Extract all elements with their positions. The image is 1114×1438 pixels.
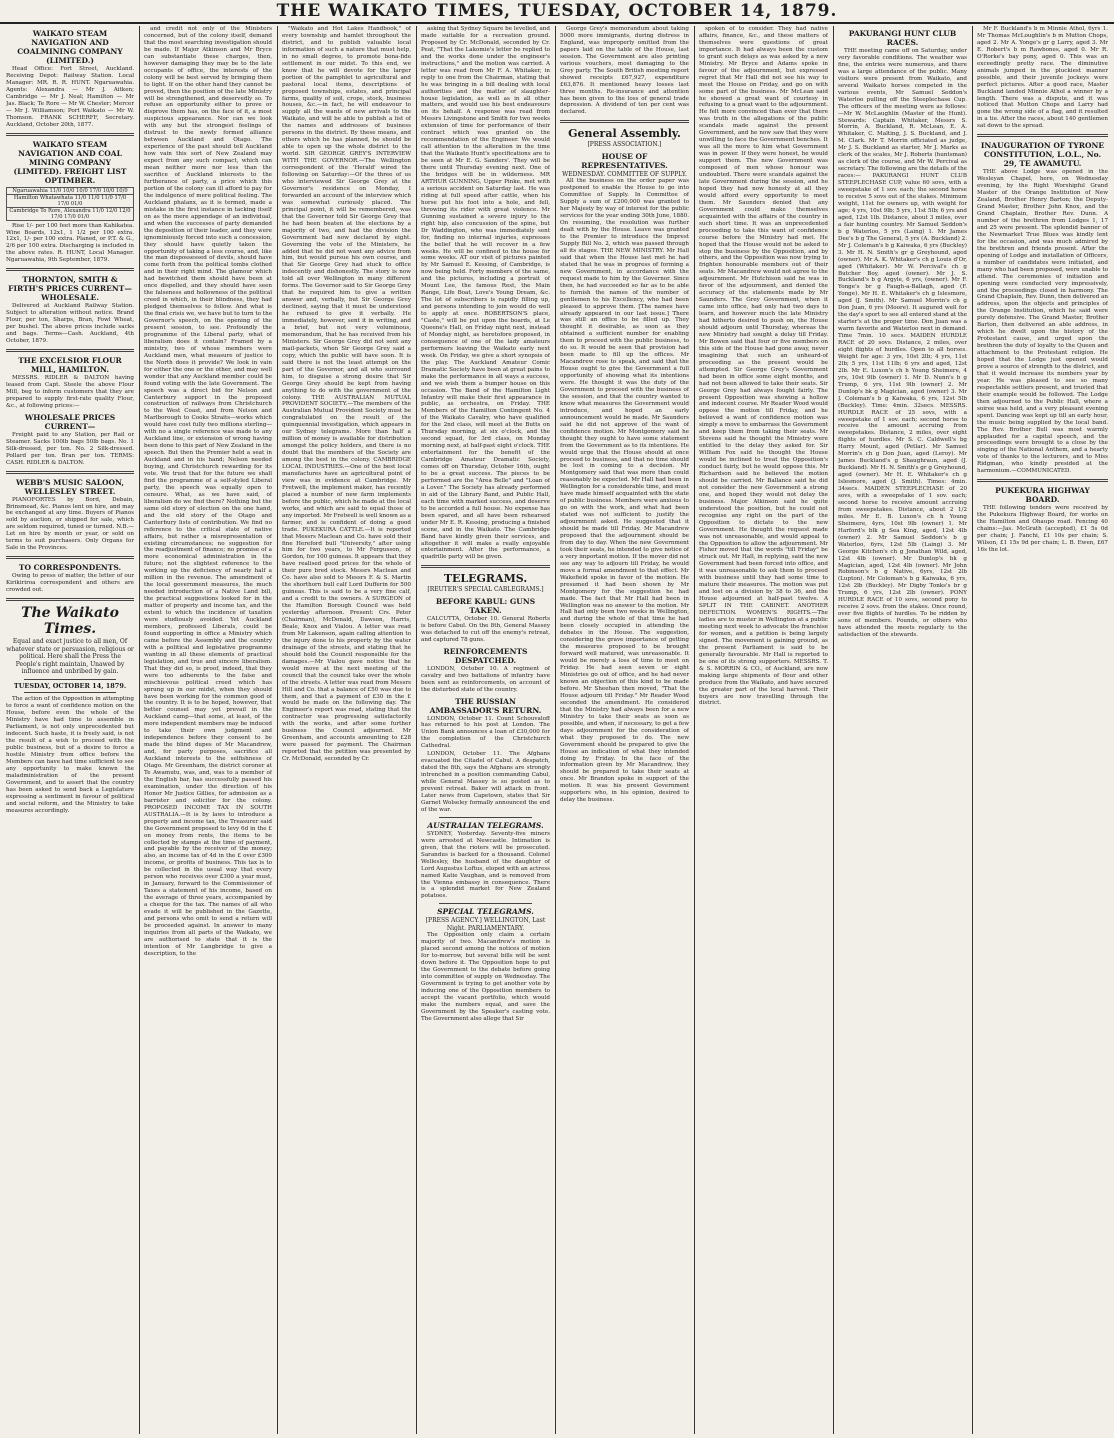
newspaper-columns	[6, 26, 1108, 1434]
australian-telegrams-title: AUSTRALIAN TELEGRAMS.	[427, 820, 544, 830]
freight-table	[6, 187, 134, 221]
pukekura-board-title: PUKEKURA HIGHWAY BOARD.	[995, 486, 1090, 505]
column-rule	[416, 26, 417, 1434]
freight-row: Cambridge To Rore, Alexandra 11/0 12/0 12/0 17/0 17/0 01/0	[7, 207, 134, 220]
paper-motto: Equal and exact justice to all men, Of whatever state or persuasion, religious or political. Here shall the Press the People's right maintain, Unawed by influence and unbribed by gain.	[6, 638, 134, 676]
paper-banner: The Waikato Times.	[21, 605, 119, 638]
column-rule	[555, 26, 556, 1434]
pakurangi-races-text: THE meeting came off on Saturday, under very favorable conditions. The weather was fine, the entries were numerous, and there was a large attendance of the public. Many visitors were present from Waikato, and several Waikato horses competed in the various events, Mr Samuel Seddon's Waterloo pulling off the Steeplechase Cup. The officers of the meeting were as follows:—Mr W. McLaughlin (Master of the Hunt). Stewards: Captain Whitaker, Messrs S. Morrin, A. Buckland, R. McLean, E. A. Whitaker, C. Malting, J. S. Buckland, and J. M. Clark. Mr T. Morrin officiated as judge, Mr J. S. Buckland as starter, Mr J. Marks as clerk of the scales, Mr J. Roberts (huntsman) as clerk of the course, and Mr W. Percival as secretary. The following are the details of the races:— PAKURANGI HUNT CLUB STEEPLECHASE CUP, value 60 sovs, with a sweepstake of 1 sov. each; the second horse to receive 5 sovs out of the stakes. Minimum weight, 11st for owners up, with weight for age; 4 yrs, 10st 9lb; 5 yrs, 11st 5lb; 6 yrs and aged, 12st 1lb. Distance, about 3 miles, over a fair hunting country. Mr Samuel Seddon's b g Waterloo, 5 yrs (Laing) 1. Mr James Dee's b g The General, 5 yrs (A. Buckland) 2. Mr J. Coleman's b g Kaiwaka, 6 yrs (Buckley) 3. Mr H. N. Smith's gr g Greyhound, aged (owner). Mr A. K. Whitaker's ch g Louis d'Or, aged (Whitaker). Mr W. Percival's ch g Butcher Boy, aged (owner). Mr J. S. Buckland's b g Argyle, 6 yrs, (owner). Mr F. Yonge's br g Faugh-a-Ballagh, aged (F. Yonge). Mr H. E. Whitaker's ch g Islesmore, aged (J. Smith). Mr Samuel Morrin's ch g Don Juan, 6 yrs (Moore). It augured well for the day's sport to see all entered stand at the starter's at the proper time. Don Juan was a warm favorite and Waterloo next in demand. Time 7min. 10 secs. MAIDEN HURDLE RACE of 20 sovs. Distance, 2 miles, over eight flights of hurdles. Open to all horses. Weight for age: 3 yrs, 10st 2lb; 4 yrs, 11st 2lb; 5 yrs, 11st 11lb; 6 yrs and aged, 12st 2lb. Mr E. Luxon's ch h Young Sheimere, 4 yrs, 10st 9lb (owner) 1. Mr D. Nunn's b g Trump, 6 yrs, 11st 9lb (owner) 2. Mr Dunlop's bk g Magician, aged (owner) 3. Mr J. Coleman's b g Kaiwaka, 6 yrs, 12st 5lb (Buckley). Time: 4min. 32secs. MESSRS. HURDLE RACE of 25 sovs, with a sweepstake of 1 sov. each; second horse to receive the amount accruing from sweepstakes. Distance, 2 miles, over eight flights of hurdles. Mr S. C. Caldwell's bg Harry Mount, aged (Petlar). Mr Samuel Morrin's ch g Don Juan, aged (Leroy). Mr James Buckland's g Shaughraun, aged (J. Buckland). Mr H. N. Smith's gr g Greyhound, aged (owner). Mr H. E. Whitaker's ch g Islesmore, aged (J. Smith). Times: 4min. 34secs. MAIDEN STEEPLECHASE of 20 sovs, with a sweepstake of 1 sov. each; second horse to receive amount accruing from sweepstakes. Distance, about 2 1/2 miles. Mr E. B. Luxon's ch h Young Sheimere, 4yrs, 10st 9lb (owner) 1. Mr Harford's blk g Sea King, aged, 12st 4lb (owner) 2. Mr Samuel Seddon's b g Waterloo, 6yrs, 12st 5lb (Laing) 3. Mr George Kitchen's ch g Jonathan Wild, aged, 12st 4lb (owner). Mr Dunlop's bk g Magician, aged, 12st 4lb (owner). Mr John Robinson's b g Native, 6yrs, 12st 2lb (Lupton). Mr Coleman's b g Kaiwaka, 6 yrs, 12st 2lb (Buckley). Mr Digby Tonks's br g Trump, 6 yrs, 12st 2lb (owner). PONY HURDLE RACE of 10 sovs, second pony to receive 2 sovs. from the stakes. Once round, over five flights of hurdles. To be ridden by sons of members. Pounds, or others who have attended the meets regularly to the satisfaction of the stewards.	[838, 48, 967, 639]
telegram-dateline: [PRESS AGENCY.] WELLINGTON, Last Night. PARLIAMENTARY.	[425, 917, 546, 932]
column-rule	[833, 26, 834, 1434]
thornton-ad-body: Delivered at Auckland Railway Station. Subject to alteration without notice. Brand Flour, per ton, Sharps, Bran, Fowl Wheat, per bushel. The above prices include sacks and bags. Terms—Cash. Auckland, 4th October, 1879.	[6, 303, 134, 345]
wholesale-prices-body: Freight paid to any Station, per Rail or Steamer. Sacks 100lb bags 50lb bags. No. 1 Silk-dressed, per ton. No. 2 Silk-dressed. Pollard per ton. Bran per ton. TERMS: CASH. RIDLER & DALTON.	[6, 431, 134, 466]
column-5	[560, 26, 689, 1434]
telegram-text: LONDON, October 11. Count Schouvaloff has returned to his post at London. The Union Bank announces a loan of £30,000 for the completion of the Christchurch Cathedral.	[421, 715, 550, 750]
waikato-steam-ad-title: WAIKATO STEAM NAVIGATION AND COALMINING COMPANY (LIMITED.)	[17, 29, 123, 65]
session-day: WEDNESDAY. COMMITTEE OF SUPPLY.	[562, 170, 687, 178]
leader-article: The action of the Opposition in attempting to force a want of confidence motion on the House, before even the whole of the Ministry have had time to assemble in Parliament, is not only unprecedented but indecent. Such haste, it is freely said, is not the result of a wish to proceed with the public business, but of a desire to force a hostile Ministry from office before the Members can have had time sufficient to see any opportunity to make known the maladministration of the present Government, and to assert that the country has been asked to send back a Legislature expressing a sentiment in favour of political and social reform, and the Ministry to take measures accordingly.	[6, 696, 134, 814]
column-8	[977, 26, 1108, 1434]
general-assembly-title: General Assembly.	[568, 127, 681, 141]
divider	[6, 556, 134, 559]
telegram-text: LONDON, October 10. A regiment of cavalry and two battalions of infantry have been sent as reinforcements, on account of the disturbed state of the country.	[421, 665, 550, 693]
column-4-text: asking that Sydney Square be levelled, and made suitable for a recreation ground. Proposed by Cr. McDonald, seconded by Cr. Peat, "That the Lakomie's letter be replied to and the works done under the engineer's instructions," and the motion was carried. A letter was read from Mr F. A. Whitaker, in reply to one from the Chairman, stating that he was bringing in a bill dealing with local authorities and the matter of slaughter-house legislation, as well as in all other matters, and would use his best endeavours on its behalf. A response was read from Messrs Livingstone and Smith for two weeks extension of time for performance of their contract which was granted on the recommendation of the Engineer. We would call attention to the alteration in the time that the Waikato Hunt's specifications are to be seen at Mr E. G. Sanders'. They will be there until Thursday evening next. One of the bridges will be in wilderness. MR ARTHUR GUNNING, Upper Pinke, met with a serious accident on Saturday last. He was riding at full speed after cattle, when his horse put his foot into a hole, and fell, throwing its rider with great violence. Mr Gunning sustained a severe injury to the right hip, also concussion of the spine, but Dr Waddington, who was immediately sent for, finding no internal injuries, expresses the belief that he will recover in a few weeks. He will be confined to the house for some weeks. AT our visit of pictures painted by Mr Samuel E. Kessing, of Cambridge, is now being held. Forty members of the same, and the pictures, including a portrait of Mount Lee, the famous Rest, the Main Range, Life Boat, Love's Young Dream, &c. The lot of subscribers is rapidly filling up, and persons intending to join would do well to apply at once. ROBERTSON'S place, "Caste," will be put upon the boards, at Le Queene's Hall, on Friday night next, instead of Monday night, as heretofore proposed, in consequence of one of the lady amateurs performers leaving the Waikato early next week. On Friday, we give a short synopsis of the play. The Auckland Amateur Comic Dramatic Society have been at great pains to make the performance in all ways a success, and we wish them a bumper house on this occasion. The Band of the Hamilton Light Infantry will make their first appearance in public, as orchestra, on Friday. THE Members of the Hamilton Contingent No. 4 of the Waikato Cavalry, who have qualified for the 2nd class, will meet at the Butts on Thursday morning, at six o'clock, and the second squad, for 3rd class, on Monday morning next, at half-past eight o'clock. THE entertainment for the benefit of the Cambridge Amateur Dramatic Society, comes off on Thursday, October 16th, ought to be a great success. The pieces to be performed are the "Area Belle" and "Loan of a Lover." The Society has already performed in aid of the Library Band, and Public Hall, each time with marked success, and deserve to be accorded a full house. No expense has been spared, and all have been rehearsed under Mr E. R. Kessing, producing a finished scene, and in the Waikato. The Cambridge Band have kindly given their services, and altogether it will make a really enjoyable entertainment. After the performance, a quadrille party will be given.	[421, 26, 550, 561]
column-8-text: Mr F. Buckland's b m Minnie Athol, 6yrs 1. Mr Thomas McLoughlin's b m Mutton Chops, aged 2. Mr A. Yonge's gr g Larry, aged 3. Mr E. Robert's b m Rawbones, aged 0. Mr R. O'Rorke's bay pony, aged 0. This was an exceedingly pretty race. The diminutive animals jumped in the pluckiest manner possible, and their juvenile jockeys were perfect pictures. After a good race, Master Buckland landed Minnie Athol a winner by a length. There was a dispute, and it was noticed that Mutton Chops and Larry had gone the wrong side of a flag, and it resulted in a tie. After the races, about 140 gentlemen sat down to the spread.	[977, 26, 1108, 130]
column-2	[144, 26, 272, 1434]
telegrams-title: TELEGRAMS.	[443, 572, 528, 586]
excelsior-ad-title: THE EXCELSIOR FLOUR MILL, HAMILTON.	[18, 356, 122, 375]
telegrams-subtitle: [REUTER'S SPECIAL CABLEGRAMS.]	[427, 586, 544, 594]
divider	[560, 120, 689, 123]
divider	[421, 565, 550, 568]
column-rule	[972, 26, 973, 1434]
wholesale-prices-title: WHOLESALE PRICES CURRENT—	[24, 412, 116, 431]
column-4	[421, 26, 550, 1434]
column-6-text: spoken of to consider. They had native affairs, finance, &c., and these matters of themselves were questions of great importance. It had always been the custom to grant such delays as was asked by a new Ministry. Mr Bryce and Adams spoke in favour of the adjournment, but expressed regret that Mr Hall did not see his way to meet the House on Friday, and go on with some part of the business. Mr McLean said he showed a great want of courtesy in refusing to a great want to the adjournment. He felt more convinced than ever that there was truth in the allegations of the public scandals made against the present Government, and he now saw that they were unwilling to face the Government benches. It was all the more to him what Government was in power. If they were honest, he would support them. The new Government was composed of men whose honour was undoubted. There were scandals against the late Government during the session, and he hoped they had now honesty at all they would afford every opportunity to meet them. Mr Saunders denied that any Government could make themselves acquainted with the affairs of the country in such short time. It was an unprecedented proceeding to take this want of confidence course before the Ministry had met. He hoped that the House would not be asked to stop the business by the Opposition, and by others, and the Opposition was now trying to frighten honourable members out of their seats. Mr Macandrew would not agree to the adjournment. Mr Hutchison said he was in favor of the adjournment, and denied the accuracy of the statements made by Mr Saunders. The Grey Government, when it came into office, had only had two days to learn, and however much the late Ministry had hitherto desired to push on, the House should adjourn until Thursday, whereas the new Ministry had sought a delay till Friday. Mr Bowen said that four or five members on this side of the House had gone away, never imagining that such an unheard-of proceeding as the present would be attempted. Sir George Grey's Government had been in office some eight months, and had not been allowed to take their seats. Sir George Grey had always fought fairly. The present Opposition was showing a hollow and indecent course. Mr Reader Wood would oppose the motion till Friday, and he believed a want of confidence motion was simply a move to embarrass the Government and keep them from taking their seats. Mr Stevens said he thought the Ministry were entitled to the delay they asked for. Sir William Fox said he thought the House would be inclined to treat the Opposition's conduct fairly, but he would oppose this. Mr Richardson said he believed the motion should be carried. Mr Ballance said he did not consider the new Government a strong one, and hoped they would not delay the business. Major Atkinson said he quite understood the position, but he could not recognise any right on the part of the Opposition to dictate to the new Government. He thought the request made was not unreasonable, and would appeal to the Opposition to allow the adjournment. Mr Fisher moved that the words "till Friday" be struck out. Mr Hall, in replying, said the new Government had been forced into office, and it was unreasonable to ask them to proceed with business until they had some time to mature their measures. The motion was put and lost on a division by 38 to 36, and the House adjourned at half-past twelve. A SPLIT IN THE CABINET. ANOTHER DEFECTION. WOMEN'S RIGHTS.—The ladies are to muster in Wellington at a public meeting next week to advocate the franchise for women, and a petition is being largely signed. The movement is gaining ground, as the present Parliament is said to be generally favourable. Mr Hall is reported to be one of its strong supporters. MESSRS. T. & S. MORRIN & CO., of Auckland, are now making large shipments of flour and other produce from the Waikato, and have secured the greater part of the local harvest. Their buyers are now travelling through the district.	[699, 26, 828, 707]
column-5-text: George Grey's memorandum about taking 5000 more immigrants, during distress in England, was improperly omitted from the papers laid on the table of the House, last session. The Government are also printing various vouchers, most damaging to the Grey party. The South British meeting report showed receipts £67,927, expenditure £63,876. It mentioned heavy losses last three months. Re-insurance and attention has been given to the loss of general trade depression. A dividend of ten per cent was declared.	[560, 26, 689, 116]
freight-row: Hamilton Whatawhata 11/0 11/0 11/0 17/0 17/0 01/0	[7, 194, 134, 207]
pukekura-board-text: THE following tenders were received by the Pukekura Highway Board, for works on the Hamilton and Ohaupo road. Fencing 40 chains:—Jas. McGrath (accepted), £1 5s 0d per chain; J. Fanchi, £1 10s per chain; S. Wilson, £1 15s 9d per chain; L. B. Ewen, £67 16s the lot.	[977, 505, 1108, 553]
column-7	[838, 26, 967, 1434]
webbs-ad-body: PIANOFORTES by Bord, Debain, Brinsmead, &c. Pianos lent on hire, and may be exchanged at any time. Buyers of Pianos sold by auction, or shipped for sale, which are seldom required, tuned or turned. N.B.—Let on hire by month or year, or sold on terms to suit purchasers. Only Organs for Sale in the Provinces.	[6, 496, 134, 552]
correspondents-body: Owing to press of matter, the letter of our Kirikiriroa correspondent and others are crowded out.	[6, 573, 134, 594]
column-6	[699, 26, 828, 1434]
house-title: HOUSE OF REPRESENTATIVES.	[581, 151, 668, 170]
freight-row: Ngaruawahia 11/0 10/0 10/0 17/0 10/0 10/0	[7, 187, 134, 194]
tyrone-lodge-title: INAUGURATION OF TYRONE CONSTITUTION, L.O.L., No. 29, TE AWAMUTU.	[980, 141, 1105, 169]
telegram-text: CALCUTTA, October 10. General Roberts is before Cabul. On the 8th, General Massey was detached to cut off the enemy's retreat, and captured 78 guns.	[421, 615, 550, 643]
divider	[977, 134, 1108, 137]
column-rule	[139, 26, 140, 1434]
freight-notes: Rise 1/- per 100 feet more than Kahikatea. Wine Boards, 12x1, 1 1/2 per 100 extra. 12x1, 1/- per 100 extra. Planed, or P.T. & G., 2/6 per 100 extra. Discharging is included in the above rates. R. HUNT, Local Manager. Ngaruawahia, 9th September, 1879.	[6, 222, 134, 264]
telegram-heading: REINFORCEMENTS DESPATCHED.	[443, 646, 528, 665]
general-assembly-text: All the business on the order paper was postponed to enable the House to go into Committee of Supply. In Committee of Supply a sum of £200,000 was granted to her Majesty by way of interest for the public services for the year ending 30th June, 1880. On resuming, the resolution was further dealt with by the House. Leave was granted to the Premier to introduce the Imprest Supply Bill No. 2, which was passed through all its stages. THE NEW MINISTRY. Mr Hall said that when the House last met he had stated that he was in progress of forming a new Government, in accordance with the request made to him by the Governor. Since then, he had succeeded so far as to be able to furnish the names of the number of gentlemen to his Excellency, who had been pleased to approve them. [The names have already appeared in our last issue.] There was still an office to be filled up. They thought it desirable, as soon as they obtained a sufficient number for enabling them to proceed with the public business, to do so. It would be seen that provision had been made to fill up the offices. Mr Macandrew rose to speak, and said that the House ought to give the Government a full opportunity of showing what its intentions were. He thought it was the duty of the Government to proceed with the business of the session, and that the country wanted to know what measures the Government would introduce, and hoped an early announcement would be made. Mr Saunders said he did not approve of the want of confidence motion. Mr Montgomery said he thought they ought to have some statement from the Government as to its intentions. He would urge that the House should at once proceed to business, and that no time should be lost in coming to a decision. Mr Montgomery said that was more than could reasonably be expected. Mr Hall had been in Wellington for a considerable time, and must have made himself acquainted with the state of public business. Members were anxious to go on with the work, and what had been stated was not sufficient to justify the adjournment asked. He suggested that it should be made till Friday. Mr Macandrew proposed that the adjournment should be from day to day. When the new Government took their seats, he intended to give notice of a very important motion. If the mover did not see any way to adjourn till Friday, he would move a formal amendment to that effect. Mr Wakefield spoke in favor of the motion. He presumed it had been shown by Mr Montgomery for the suggestion he had made. The fact that Mr Hall had been in Wellington was no answer to the motion. Mr Hall had only been two weeks in Wellington, and during the whole of that time he had been closely occupied in attending the debates in the House. The suggestion, considering the grave importance of getting the measures proposed to be brought forward well matured, was unreasonable. It would be merely a loss of time to meet on Friday. He had seen seven or eight Ministries go out of office, and he had never known an objection of this kind to be made before. Mr Sheehan then moved, "That the House adjourn till Friday." Mr Reader Wood seconded the amendment. He considered that the Ministry had always been for a new Ministry to take their seats as soon as possible, and when, if necessary, to get a few days adjournment for the consideration of what they proposed to do. The new Government should be prepared to give the House an indication of what they intended doing by Friday. In the face of the information given by Mr Macandrew, they should be prepared to take their seats at once. Mr Brandon spoke in support of the motion. It was his present Government supporters who, in his opinion, desired to delay the business.	[560, 178, 689, 804]
divider	[6, 133, 134, 136]
webbs-ad-title: WEBB'S MUSIC SALOON, WELLESLEY STREET.	[15, 477, 125, 496]
divider	[24, 679, 116, 680]
column-rule	[277, 26, 278, 1434]
divider	[977, 479, 1108, 482]
column-3-text: "Waikato and Hot Lakes Handbook," of every township and hamlet throughout the district, and to publish valuable local information of such a nature that must help, in no small degree, to promote bona-fide settlement in our midst. To this end, we know that he will devote for the larger portion of the pamphlet to agricultural and pastoral local items, descriptions of proposed townships, estates, and principal farms, quality of soil, crops, stock, business houses, &c.—in fact, he will endeavour to supply all the wants of new arrivals to the Waikato, and will be able to publish a list of the names and addresses of business persons in the district. By these means, and others which he has planned, he should be able to open up the whole district to the world. SIR GEORGE GREY'S INTERVIEW WITH THE GOVERNOR.—The Wellington correspondent of the 'Herald' wired the following on Saturday:—Of the three of us who interviewed Sir George Grey at the Governor's residence on Monday, I forwarded an account of the interview which was somewhat curiously placed. The principal point, it will be remembered, was that the Governor told Sir George Grey that he had been beaten at the elections by a majority of two, and had the division the Government had now declared by eight. Governing the vote of the Ministers, he added that he did not want any advice from him, but would pursue his own course, and that Sir George Grey had stuck to office indecently and dishonestly. The story is now told all over Wellington in many different forms. The Governor said to Sir George Grey that he required him to give a written answer and, verbally, but Sir George Grey declined, saying that it must be understood he refused to give it verbally. He immediately, however, sent it in writing, and a brief, but not very voluminous, memorandum, that he has received from his Ministers. Sir George Grey did not sent any mail-packets, when Sir George Grey said a copy, which the public will have soon. It is said there is not the least attempt on the part of the Governor, and all who surround him, to disguise a strong desire that Sir George Grey should be kept from having anything to do with the government of the colony. THE AUSTRALIAN MUTUAL PROVIDENT SOCIETY.—The members of the Australian Mutual Provident Society must be congratulated on the result of the quinquennial investigation, which appears in our Sydney telegrams. More than half a million of money is available for distribution amongst the policy holders, and there is no doubt that the members of the Society are among the best in the colony. CAMBRIDGE LOCAL INDUSTRIES.—One of the best local manufactures have an agricultural point of view was in evidence at Cambridge. Mr Fretwell, the implement maker, has recently placed a number of new farm implements before the public, which he made at the local works, and which are said to equal those of any imported. Mr Fretwell is well known as a farmer, and is confident of doing a good trade. PUKEKURA CATTLE.—It is reported that Messrs Maclean and Co. have sold their fine Hereford bull "University," after using him for two years, to Mr Fergusson, of Gordon, for 100 guineas. It appears that they have realised good prices for the whole of their pure bred stock. Messrs Maclean and Co. have also sold to Messrs F. & S. Martin the shorthorn bull calf Lord Dufferin for 500 guineas. This is said to be a very fine calf, and a credit to the owners. A SURGEON of the Hamilton Borough Council was held yesterday afternoon. Present: Crs. Peter (Chairman), McDonald, Dawson, Harris, Beale, Knox and Vialou. A letter was read from Mr Lakenson, again calling attention to the injury done to his property by the water drainage of the streets, and stating that he should hold the Council responsible for the damages.—Mr Vialou gave notice that he would move at the next meeting of the council that the council take over the whole of the streets. A letter was read from Messrs Hill and Co. that a balance of £50 was due to them, and that a payment of £30 in the £ would be made on the following day. The Engineer's report was read, stating that the contractor was progressing satisfactorily with the works, and after some further business the Council adjourned. Mr Greenham, and accounts amounting to £28 were passed for payment. The Chairman reported that the petition was presented by Cr. McDonald, seconded by Cr.	[282, 26, 411, 763]
special-telegrams-title: SPECIAL TELEGRAMS.	[437, 907, 534, 917]
column-2-text: and credit not only of the Ministers concerned, but of the colony itself, demand that the most searching investigation should be made. If Major Atkinson and Mr Bryce can substantiate these charges, then, however damaging they may be to the late occupants of office, the interests of the colony will be best served by bringing them to light. If on the other hand they cannot be proved, then the position of the late Ministry will be strengthened, and deservedly so. To refuse an opportunity either to prove or disprove them has, on the face of it, a most suspicious appearance. Nor can we look with any but the strongest feelings of distrust to the newly formed alliance between Auckland and Otago. The experience of the past should tell Auckland how vain this sort of New Zealand may expect from any such compact, which can mean neither more nor less than the sacrifice of Auckland interests to the furtherance of party, a price which this portion of the colony can ill afford to pay for the indulgence of mere political feeling. The Auckland phalanx, as it is termed, made a mistake in the first instance in tacking itself on as the mere appendage of an individual, and when the successes of party demanded the deposition of their leader, and they were ignominiously forced into such a concession, they should have quietly taken the opportunity of taking a less course, and, like the man dispossessed of devils, should have come forth from the political tombs clothed and in their right mind. The glamour which had bewitched them should have been at once dispelled, and they should have seen the falseness and hollowness of the political creed in which, in their blindness, they had pledged themselves to follow. And what is the final crisis we, we have but to turn to the Governor's speech, on the opening of the present session, to see. Profoundly the programme of the Liberal party, what of liberalism does it contain? Framed by a ministry, two of whose members were Auckland men, what measure of justice to the North does it provide? We look in vain for either the one or the other, and may well wonder that any Auckland member could be found voting with the late Government. The speech was a direct bid for Nelson and Canterbury support in the proposed construction of railways from Christchurch to the West Coast, and from Nelson and Marlborough to Cooks Straits—works which would have cost fully two millions sterling—with no a single reference was made to any Auckland line, or extension of wrong having been done to this part of New Zealand in the speech. But then the Premier held a seat in Auckland and in his hand; Nelson needed buying, and Christchurch rewarding for its vote. We trust that for the future we shall find the programme of a self-styled Liberal party, the speech was equally open to censure. What, as we have said, of liberalism do we find there? Nothing but the same old story of election on the one hand, and the old story of the Otago and Canterbury lists of contribution. We find no reference to the critical state of native affairs, but rather a misrepresentation of existing circumstances; no suggestion for the readjustment of finance; no promise of a more economical administration in the future; not the slightest reference to the working up the deficiency of nearly half a million in the revenue. The amendment of the local government measures, the much needed introduction of a Native Land bill, the practical suggestions looked for in the matter of property and income tax, and the extent to which the incidence of taxation were studiously avoided. Yet Auckland members, professed Liberals, could be found supporting in office a Ministry which came before the Assembly and the country with a political and legislative programme wanting in all these elements of practical legislation, and true and sincere liberalism. That they did so, is proof, indeed, that they were too adherents to the false and mischievous political creed which has sprung up in our midst, when they should have been working for the common good of the country. It is to be hoped, however, that better counsel may yet prevail in the Auckland camp—that some, at least, of the more independent members may be induced to take their own judgment and independence before they consent to be made the blind dupes of Mr Macandrew, and, for party purposes, sacrifice all Auckland interests to the selfishness of Otago. Mr Greenham, the district coroner at Te Awamutu, was, and, was to a member of the English bar, has successfully passed his examination, under the direction of his Honor Mr Justice Gillies, for admission as a barrister and solicitor for the colony. PROPOSED INCOME TAX IN SOUTH AUSTRALIA.—It is by laws to introduce a property and income tax, the Treasurer said the Government proposed to levy 6d in the £ on money from rents, the items to be collected by stamps at the time of payment, and payable by the receiver of the money; also, an income tax of 4d in the £ over £300 income, or profits of business. This tax is to be collected in the usual way that every person who receives over £300 a year must, in January, forward to the Commissioner of Taxes a statement of his income, based on the average of three years, accompanied by a cheque for the tax. The names of all who evade it will be published in the Gazette, and persons who omit to send a return will be proceeded against. In answer to many inquiries from all parts of the Waikato, we are authorised to state that it is the intention of Mr Langbridge to give a description, to the	[144, 26, 272, 957]
divider	[24, 692, 116, 693]
newspaper-masthead: THE WAIKATO TIMES, TUESDAY, OCTOBER 14, 1879.	[0, 0, 1114, 24]
telegram-text: The Opposition only claim a certain majority of two. Macandrew's motion is placed second among the notices of motion for to-morrow, but several bills will be sent down before it. The Opposition hope to put the Government to the debate before going into committee of supply on Wednesday. The Government is trying to get another vote by inducing one of the Opposition members to accept the vacant portfolio, which would make the numbers equal, and save the Government by the Speaker's casting vote. The Government also allege that Sir	[421, 932, 550, 1022]
telegram-heading: BEFORE KABUL: GUNS TAKEN.	[435, 596, 536, 615]
freight-list-title: WAIKATO STEAM NAVIGATION AND COAL MINING COMPANY (LIMITED). FREIGHT LIST OPTIMBER.	[13, 139, 127, 185]
waikato-steam-ad-body: Head Office: Fort Street, Auckland. Receiving Depot: Railway Station. Local Manager: MR. R. R. HUNT. Ngaruawahia. Agents: Alexandra — Mr J. Aitken; Cambridge — Mr J. Neal; Hamilton — Mr Jas. Black; Te Rore — Mr W. Chester; Mercer — Mr J. Williamson; Port Waikato — Mr W. Thomson. FRANK SCHERFF, Secretary. Auckland, October 20th, 1877.	[6, 66, 134, 128]
correspondents-title: TO CORRESPONDENTS.	[18, 563, 122, 573]
divider	[439, 817, 532, 818]
divider	[6, 598, 134, 601]
telegram-text: SYDNEY, Yesterday. Seventy-five miners were arrested at Newcastle. Intimation is given, that the rioters will be prosecuted. Sarandus is backed for a thousand. Colonel Wellesley, the husband of the daughter of Lord Augustus Loftus, eloped with an actress named Katie Vaughan, and is removed from the Vienna embassy in consequence. There is a splendid market for New Zealand potatoes.	[421, 830, 550, 900]
divider	[6, 268, 134, 271]
column-1	[6, 26, 134, 1434]
telegram-heading: THE RUSSIAN AMBASSADOR'S RETURN.	[429, 696, 542, 715]
column-3	[282, 26, 411, 1434]
tyrone-lodge-text: THE above Lodge was opened in the Wesleyan Chapel, here, on Wednesday evening, by the Right Worshipful Grand Master of the Orange Institution of New Zealand, Brother Henry Barton; the Deputy-Grand Master, Brother John Knox, and the Grand Chaplain, Brother Rev. Dunn. A number of the brethren from Lodges 1, 17 and 25 were present. The splendid banner of the Newmarket True Blues was kindly lent for the occasion, and was much admired by the brethren and friends present. After the opening of Lodge and installation of Officers, a number of candidates were initiated, and many who had been proposed, were unable to attend. The ceremonies of initiation and opening were conducted very impressively, and the proceedings closed in harmony. The Grand Chaplain, Rev. Dunn, then delivered an address, upon the objects and principles of the Orange Institution, which he said were purely defensive. The Grand Master, Brother Barton, then delivered an able address, in which he dwelt upon the history of the Protestant cause, and urged upon the brethren the duty of loyalty to the Queen and attachment to the Protestant religion. He hoped that the Lodge just opened would prove a source of strength to the district, and that it would increase its numbers year by year. He was pleased to see so many respectable settlers present, and trusted that their example would be followed. The Lodge then adjourned to the Public Hall, where a soiree was held, and a very pleasant evening spent. Dancing was kept up till an early hour, the music being supplied by the local band. The Rev. Brother Bull was most warmly applauded for a capital speech, and the proceedings were brought to a close by the singing of the National Anthem, and a hearty vote of thanks to the lecturers, and to Miss Ridgman, who kindly presided at the harmonium.—COMMUNICATED.	[977, 169, 1108, 475]
pakurangi-races-title: PAKURANGI HUNT CLUB RACES.	[848, 29, 957, 47]
general-assembly-subtitle: [PRESS ASSOCIATION.]	[587, 141, 662, 149]
divider	[439, 903, 532, 904]
leader-date: TUESDAY, OCTOBER 14, 1879.	[13, 681, 127, 690]
divider	[6, 349, 134, 352]
telegram-text: LONDON, October 11. The Afghans evacuated the Citadel of Cabul. A despatch, dated the 8th, says the Afghans are strongly intrenched in a position commanding Cabul, while General Massey is so posted as to prevent retreat. Baker will attack in front. Later news from Capetown, states that Sir Garnet Wolseley formally announced the end of the war.	[421, 751, 550, 813]
excelsior-ad-body: MESSRS. RIDLER & DALTON having leased from Capt. Steele the above Flour Mill, beg to inform customers that they are prepared to supply first-rate quality Flour, &c., at following prices:—	[6, 375, 134, 409]
thornton-ad-title: THORNTON, SMITH & FIRTH'S PRICES CURRENT—WHOLESALE.	[8, 275, 132, 303]
divider	[6, 471, 134, 474]
column-rule	[694, 26, 695, 1434]
